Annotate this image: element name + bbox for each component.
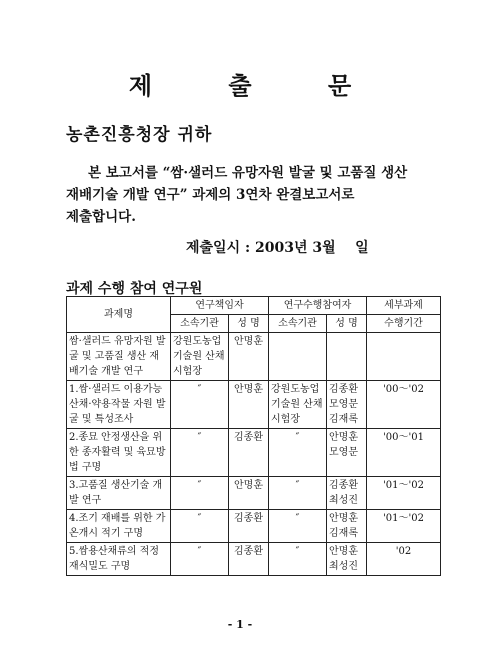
member-name-cell: 김종환 모영문 김재록 — [327, 381, 367, 429]
header-period-group: 세부과제 — [367, 297, 441, 315]
task-cell: 3.고품질 생산기술 개발 연구 — [67, 477, 171, 510]
table-row — [67, 429, 441, 477]
lead-org-cell: 강원도농업기술원 산채시험장 — [171, 333, 229, 381]
member-name-cell: 안명훈 모영문 — [327, 429, 367, 477]
table-row — [67, 381, 441, 429]
header-period: 수행기간 — [367, 315, 441, 333]
lead-name-cell: 안명훈 — [229, 381, 269, 429]
table-title: 과제 수행 참여 연구원 — [66, 281, 203, 297]
header-member-name: 성 명 — [327, 315, 367, 333]
lead-org-cell: ″ — [171, 543, 229, 576]
period-cell: '00～'02 — [367, 381, 441, 429]
submission-date: 제출일시 : 2003년 3월 일 — [186, 240, 369, 256]
member-org-cell: ″ — [269, 477, 327, 510]
table-row — [67, 510, 441, 543]
table-row — [67, 543, 441, 576]
lead-org-cell: ″ — [171, 510, 229, 543]
period-cell: '02 — [367, 543, 441, 576]
period-cell: '01～'02 — [367, 477, 441, 510]
header-lead-name: 성 명 — [229, 315, 269, 333]
member-org-cell: ″ — [269, 429, 327, 477]
task-cell: 쌈·샐러드 유망자원 발굴 및 고품질 생산 재배기술 개발 연구 — [67, 333, 171, 381]
member-name-cell: 안명훈 김재록 — [327, 510, 367, 543]
header-member-org: 소속기관 — [269, 315, 327, 333]
member-org-cell — [269, 333, 327, 381]
task-cell: 1.쌈·샐러드 이용가능 산채·약용작물 자원 발굴 및 특성조사 — [67, 381, 171, 429]
header-member-group: 연구수행참여자 — [269, 297, 367, 315]
lead-org-cell: ″ — [171, 477, 229, 510]
table-row — [67, 477, 441, 510]
lead-org-cell: ″ — [171, 429, 229, 477]
task-cell: 5.쌈용산채류의 적정 재식밀도 구명 — [67, 543, 171, 576]
member-name-cell — [327, 333, 367, 381]
lead-name-cell: 김종환 — [229, 429, 269, 477]
lead-org-cell: ″ — [171, 381, 229, 429]
submission-statement: 본 보고서를 “쌈·샐러드 유망자원 발굴 및 고품질 생산 재배기술 개발 연구” 과제의 3연차 완결보고서로 제출합니다. — [66, 165, 408, 225]
table-row — [67, 333, 441, 381]
header-task: 과제명 — [67, 297, 171, 333]
period-cell: '00～'01 — [367, 429, 441, 477]
task-cell: 4.조기 재배를 위한 가온개시 적기 구명 — [67, 510, 171, 543]
header-lead-group: 연구책임자 — [171, 297, 269, 315]
lead-name-cell: 김종환 — [229, 510, 269, 543]
member-org-cell: ″ — [269, 543, 327, 576]
period-cell: '01～'02 — [367, 510, 441, 543]
document-title: 제 출 문 — [128, 71, 386, 100]
member-org-cell: 강원도농업기술원 산채시험장 — [269, 381, 327, 429]
task-cell: 2.종묘 안정생산을 위한 종자활력 및 육묘방법 구명 — [67, 429, 171, 477]
lead-name-cell: 안명훈 — [229, 333, 269, 381]
page-number: - 1 - — [227, 618, 253, 631]
period-cell — [367, 333, 441, 381]
recipient-line: 농촌진흥청장 귀하 — [66, 125, 213, 145]
researcher-table — [66, 296, 441, 576]
member-name-cell: 안명훈 최성진 — [327, 543, 367, 576]
header-lead-org: 소속기관 — [171, 315, 229, 333]
member-name-cell: 김종환 최성진 — [327, 477, 367, 510]
member-org-cell: ″ — [269, 510, 327, 543]
table-header-row-1 — [67, 297, 441, 315]
lead-name-cell: 안명훈 — [229, 477, 269, 510]
lead-name-cell: 김종환 — [229, 543, 269, 576]
